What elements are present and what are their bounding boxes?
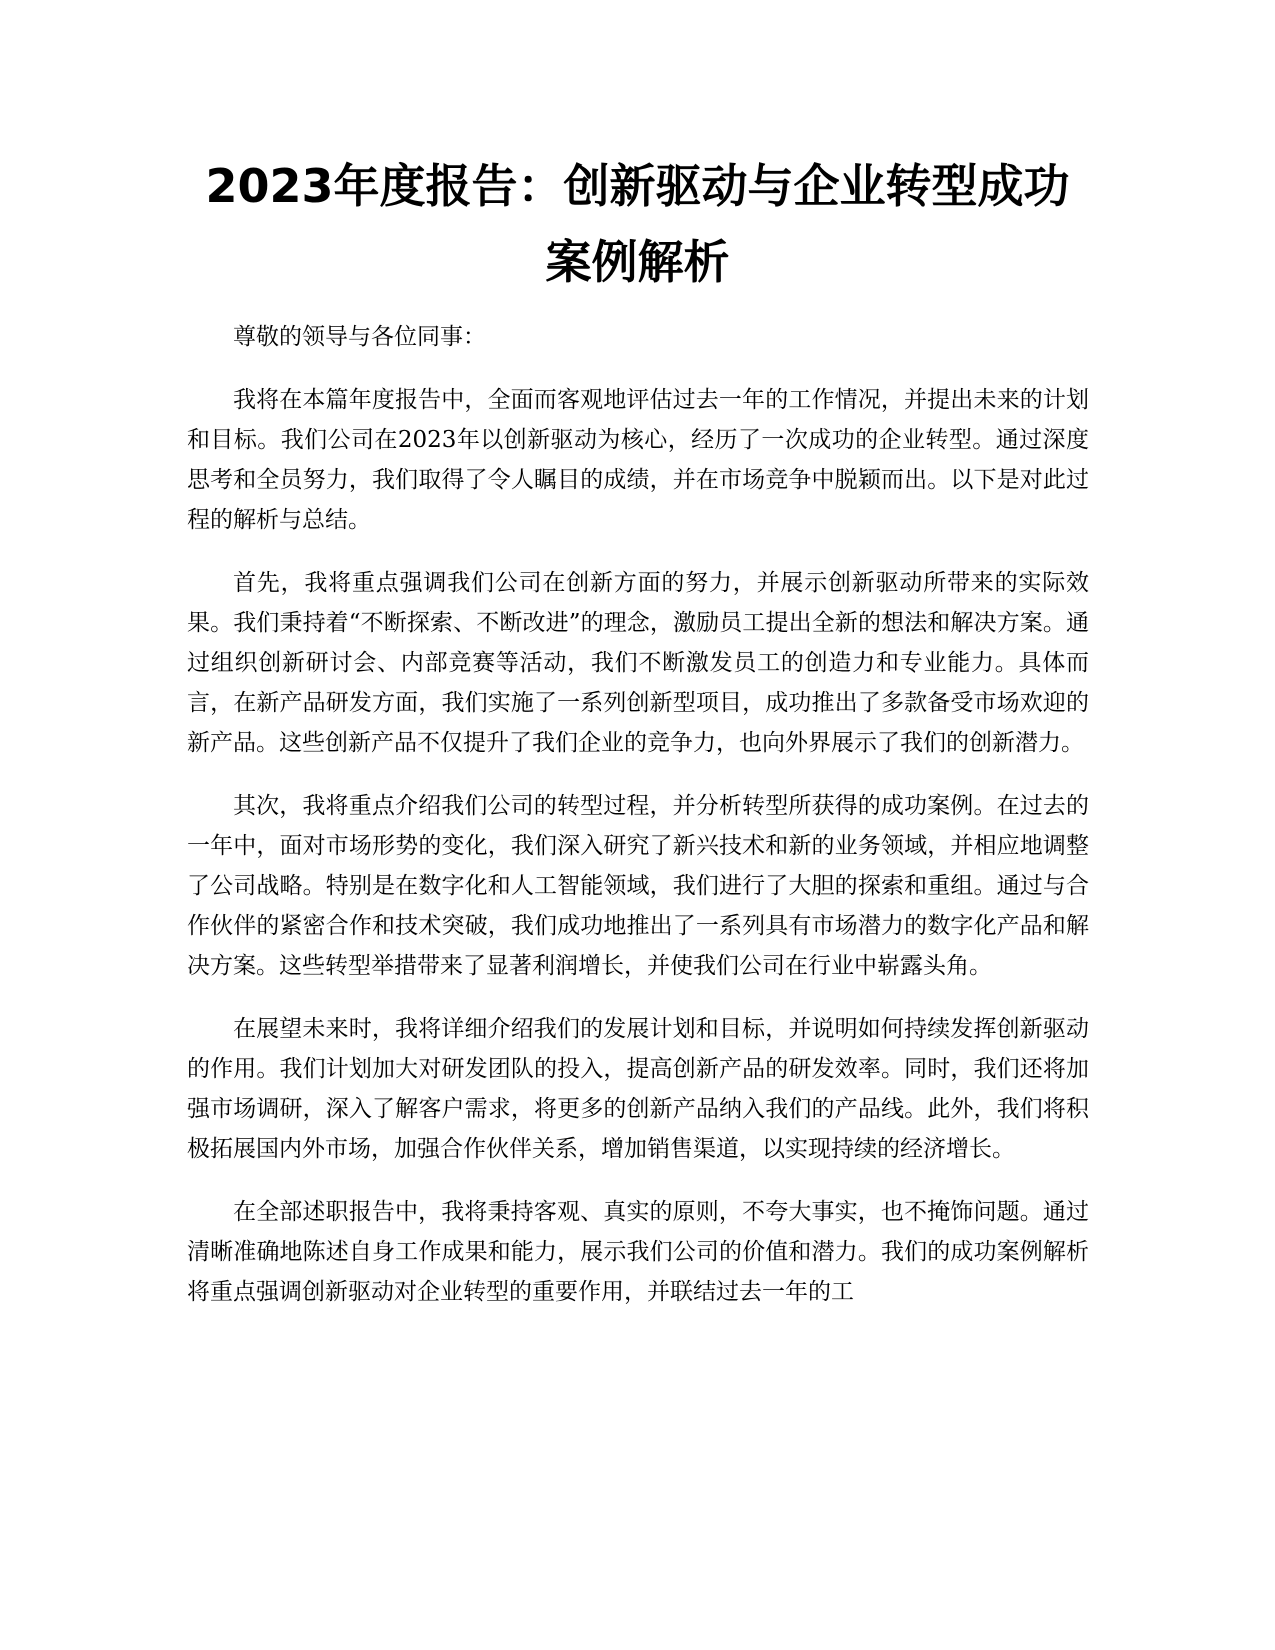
paragraph-transformation: 其次，我将重点介绍我们公司的转型过程，并分析转型所获得的成功案例。在过去的一年中，面对市场形势的变化，我们深入研究了新兴技术和新的业务领域，并相应地调整了公司战略。特别是在数字化和人工智能领域，我们进行了大胆的探索和重组。通过与合作伙伴的紧密合作和技术突破，我们成功地推出了一系列具有市场潜力的数字化产品和解决方案。这些转型举措带来了显著利润增长，并使我们公司在行业中崭露头角。: [187, 793, 1089, 979]
paragraph-principles: 在全部述职报告中，我将秉持客观、真实的原则，不夸大事实，也不掩饰问题。通过清晰准确地陈述自身工作成果和能力，展示我们公司的价值和潜力。我们的成功案例解析将重点强调创新驱动对企业转型的重要作用，并联结过去一年的工: [187, 1199, 1089, 1305]
paragraph-outlook: 在展望未来时，我将详细介绍我们的发展计划和目标，并说明如何持续发挥创新驱动的作用。我们计划加大对研发团队的投入，提高创新产品的研发效率。同时，我们还将加强市场调研，深入了解客户需求，将更多的创新产品纳入我们的产品线。此外，我们将积极拓展国内外市场，加强合作伙伴关系，增加销售渠道，以实现持续的经济增长。: [187, 1016, 1089, 1162]
paragraph-intro: 我将在本篇年度报告中，全面而客观地评估过去一年的工作情况，并提出未来的计划和目标。我们公司在2023年以创新驱动为核心，经历了一次成功的企业转型。通过深度思考和全员努力，我们取得了令人瞩目的成绩，并在市场竞争中脱颖而出。以下是对此过程的解析与总结。: [187, 387, 1089, 533]
salutation: 尊敬的领导与各位同事：: [233, 324, 486, 350]
document-body: [187, 317, 1089, 1335]
paragraph-innovation: 首先，我将重点强调我们公司在创新方面的努力，并展示创新驱动所带来的实际效果。我们秉持着“不断探索、不断改进”的理念，激励员工提出全新的想法和解决方案。通过组织创新研讨会、内部竞赛等活动，我们不断激发员工的创造力和专业能力。具体而言，在新产品研发方面，我们实施了一系列创新型项目，成功推出了多款备受市场欢迎的新产品。这些创新产品不仅提升了我们企业的竞争力，也向外界展示了我们的创新潜力。: [187, 570, 1089, 756]
document-title: 2023年度报告：创新驱动与企业转型成功案例解析: [205, 159, 1070, 289]
